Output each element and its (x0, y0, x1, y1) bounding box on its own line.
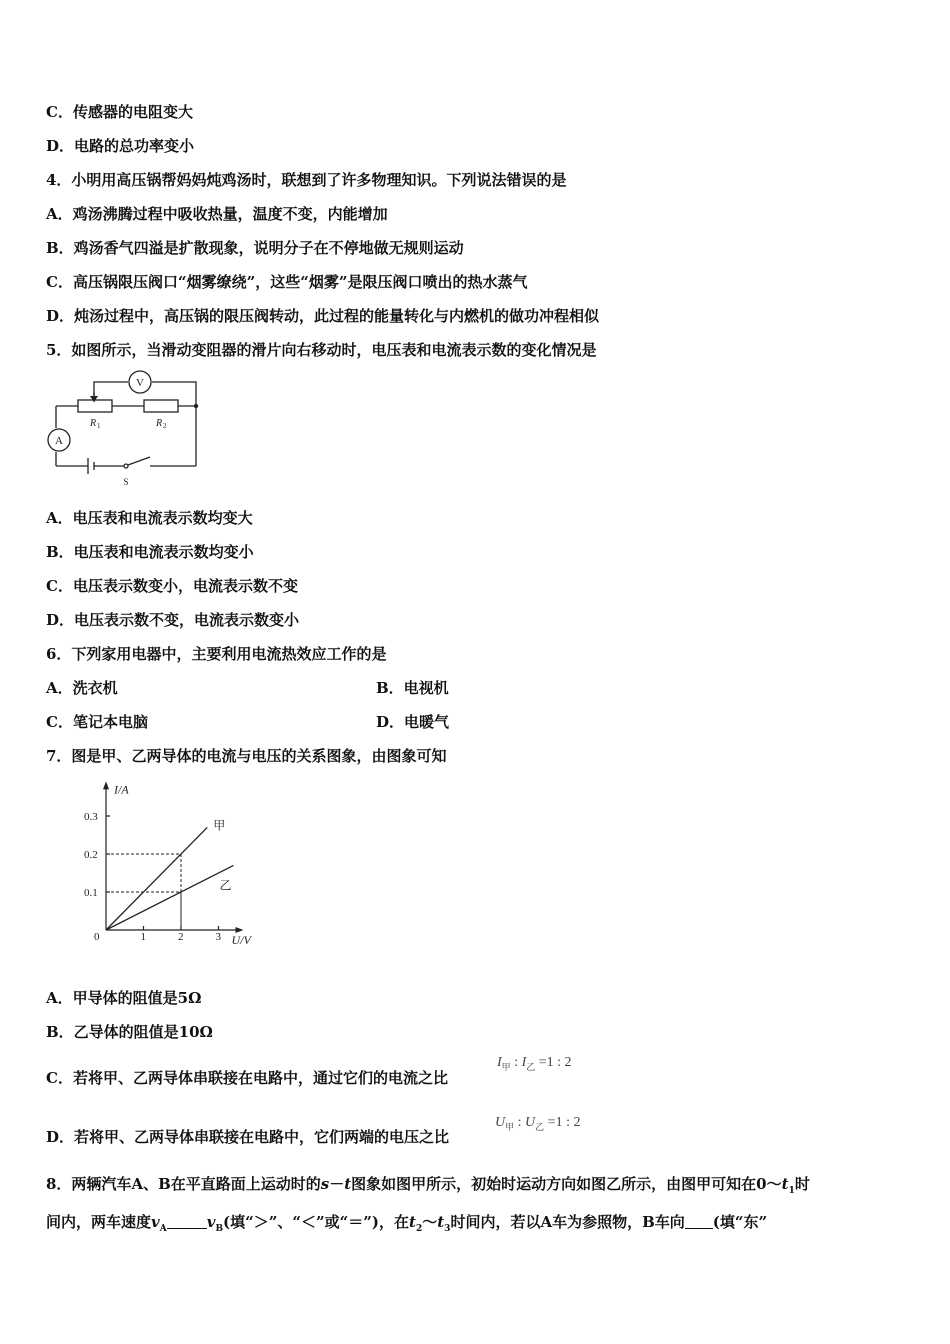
q4-option-d: D．炖汤过程中，高压锅的限压阀转动，此过程的能量转化与内燃机的做功冲程相似 (46, 307, 600, 325)
x-tick-label: 3 (215, 931, 221, 943)
q6-option-c: C．笔记本电脑 (46, 713, 148, 731)
q4-stem: 4．小明用高压锅帮妈妈炖鸡汤时，联想到了许多物理知识。下列说法错误的是 (46, 171, 567, 189)
q3-option-d: D．电路的总功率变小 (46, 137, 195, 155)
q8-line-2: 间内，两车速度$v_A$ $v_B$(填“＞”、“＜”或“＝”)，在$t_2\sim t_3$时间内，若以A车为参照物，B车向 (填“东” (46, 1213, 768, 1234)
q5-option-c: C．电压表示数变小，电流表示数不变 (46, 577, 298, 595)
q6-option-d: D．电暖气 (376, 713, 450, 731)
q5-circuit-diagram (46, 368, 206, 492)
q7-option-d-ratio: $U_甲$ : $U_乙 =1$ : 2 (495, 1115, 581, 1132)
q5-stem: 5．如图所示，当滑动变阻器的滑片向右移动时，电压表和电流表示数的变化情况是 (46, 341, 597, 359)
q7-option-a: A．甲导体的阻值是5Ω (46, 989, 202, 1007)
series-label: 甲 (213, 818, 226, 833)
r2-subscript: 2 (163, 422, 167, 430)
q6-stem: 6．下列家用电器中，主要利用电流热效应工作的是 (46, 645, 387, 663)
y-axis-label: I/A (114, 782, 129, 797)
q8-line-1: 8．两辆汽车A、B在平直路面上运动时的s－t图象如图甲所示，初始时运动方向如图乙所示，由图甲可知在$0\sim t_1$时 (46, 1175, 810, 1196)
q5-option-b: B．电压表和电流表示数均变小 (46, 543, 254, 561)
switch-label: S (123, 477, 129, 487)
y-axis-arrow (103, 781, 109, 789)
r1-label: R (90, 418, 97, 429)
q7-option-d: D．若将甲、乙两导体串联接在电路中，它们两端的电压之比 (46, 1128, 450, 1146)
x-tick-label: 2 (178, 931, 184, 943)
q6-option-b: B．电视机 (376, 679, 449, 697)
q4-option-a: A．鸡汤沸腾过程中吸收热量，温度不变，内能增加 (46, 205, 388, 223)
series-line-yi (106, 865, 234, 930)
ammeter-label: A (55, 435, 63, 447)
q5-option-a: A．电压表和电流表示数均变大 (46, 509, 253, 527)
q7-option-c-ratio: $I_甲$ : $I_乙 =1$ : 2 (497, 1055, 572, 1072)
q4-option-b: B．鸡汤香气四溢是扩散现象，说明分子在不停地做无规则运动 (46, 239, 464, 257)
series-line-jia (106, 827, 207, 930)
q3-option-c: C．传感器的电阻变大 (46, 103, 193, 121)
q7-option-b: B．乙导体的阻值是10Ω (46, 1023, 213, 1041)
q8-blank-1[interactable] (167, 1214, 207, 1229)
series-label: 乙 (219, 878, 232, 893)
r1-subscript: 1 (97, 422, 101, 430)
q6-option-a: A．洗衣机 (46, 679, 118, 697)
q7-option-c: C．若将甲、乙两导体串联接在电路中，通过它们的电流之比 (46, 1069, 448, 1087)
x-axis-label: U/V (231, 933, 251, 947)
q7-iu-chart (80, 778, 270, 950)
y-tick-label: 0.1 (84, 887, 98, 899)
q8-blank-2[interactable] (685, 1214, 713, 1229)
r2-label: R (156, 418, 163, 429)
y-tick-label: 0.3 (84, 811, 98, 823)
x-tick-label: 0 (94, 931, 100, 943)
voltmeter-label: V (136, 377, 144, 389)
q7-stem: 7．图是甲、乙两导体的电流与电压的关系图象，由图象可知 (46, 747, 447, 765)
q4-option-c: C．高压锅限压阀口“烟雾缭绕”，这些“烟雾”是限压阀口喷出的热水蒸气 (46, 273, 528, 291)
x-tick-label: 1 (140, 931, 146, 943)
q5-option-d: D．电压表示数不变，电流表示数变小 (46, 611, 300, 629)
y-tick-label: 0.2 (84, 849, 98, 861)
